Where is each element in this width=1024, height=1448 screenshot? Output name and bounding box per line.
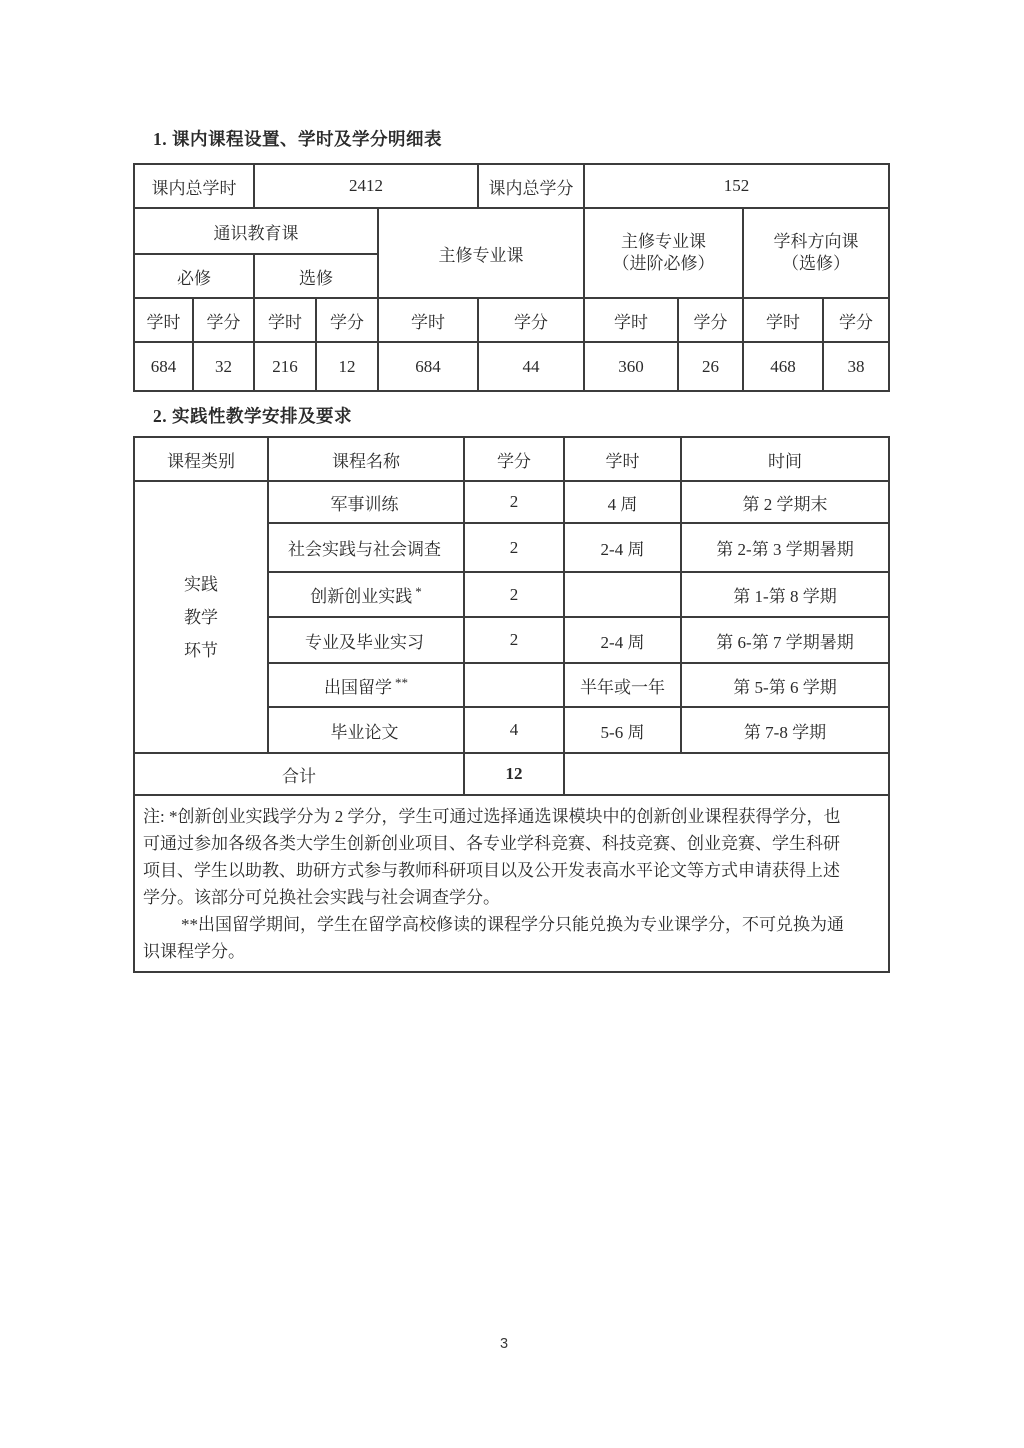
course-name-cell: [268, 707, 464, 753]
table-row: [134, 481, 889, 523]
hours-cell: 2-4 周: [564, 617, 681, 663]
credit-cell: 4: [464, 707, 564, 753]
practical-header-row: [134, 437, 889, 481]
course-name: 出国留学: [324, 677, 392, 697]
category-line: 教学: [184, 607, 218, 627]
footnote-marker: [441, 537, 444, 552]
footnote-marker: [424, 630, 427, 645]
time-cell: 第 7-8 学期: [681, 707, 889, 753]
header-cell: 学分: [678, 298, 743, 342]
credit-cell: 2: [464, 572, 564, 617]
major-course-group: 主修专业课: [378, 208, 584, 298]
header-cell: 学分: [478, 298, 584, 342]
total-credit-value: 12: [464, 753, 564, 795]
major-advanced-line2: （进阶必修）: [612, 254, 715, 273]
course-hours-credits-table: [133, 163, 890, 392]
course-name: 毕业论文: [330, 722, 399, 742]
value-cell: 684: [378, 342, 478, 391]
credit-cell: [464, 663, 564, 707]
summary-row: [134, 164, 889, 208]
course-name-cell: [268, 572, 464, 617]
values-row: [134, 342, 889, 391]
major-advanced-group: [584, 208, 743, 298]
time-cell: 第 5-第 6 学期: [681, 663, 889, 707]
footnote-marker: [399, 492, 402, 507]
general-education-group: 通识教育课: [134, 208, 378, 254]
direction-course-group: [743, 208, 889, 298]
column-header-row: [134, 298, 889, 342]
course-name-cell: [268, 617, 464, 663]
category-line: 实践: [184, 574, 218, 594]
header-cell: 学时: [743, 298, 823, 342]
value-cell: 216: [254, 342, 316, 391]
footnote-marker: *: [415, 584, 422, 599]
direction-line2: （选修）: [782, 254, 851, 273]
header-cell: 学时: [584, 298, 678, 342]
category-line: 环节: [184, 640, 218, 660]
notes-cell: [134, 795, 889, 972]
course-name-cell: [268, 523, 464, 572]
time-cell: 第 2-第 3 学期暑期: [681, 523, 889, 572]
note-line: 注: *创新创业实践学分为 2 学分，学生可通过选择通选课模块中的创新创业课程获得学分，也: [143, 807, 841, 826]
total-label: 合计: [134, 753, 464, 795]
course-name-cell: [268, 663, 464, 707]
header-cell: 课程类别: [134, 437, 268, 481]
value-cell: 468: [743, 342, 823, 391]
value-cell: 38: [823, 342, 889, 391]
note-line: 可通过参加各级各类大学生创新创业项目、各专业学科竞赛、科技竞赛、创业竞赛、学生科研: [143, 834, 840, 853]
total-credits-label: 课内总学分: [478, 164, 584, 208]
elective-subgroup: 选修: [254, 254, 378, 298]
value-cell: 12: [316, 342, 378, 391]
header-cell: 学时: [134, 298, 193, 342]
header-cell: 时间: [681, 437, 889, 481]
document-content: [133, 128, 890, 973]
header-cell: 学分: [193, 298, 254, 342]
section2-heading: 2. 实践性教学安排及要求: [153, 406, 352, 426]
page-number: 3: [499, 1336, 509, 1352]
credit-cell: 2: [464, 617, 564, 663]
time-cell: 第 6-第 7 学期暑期: [681, 617, 889, 663]
course-name: 创新创业实践: [310, 587, 413, 606]
section1-heading: 1. 课内课程设置、学时及学分明细表: [153, 129, 442, 149]
note-line: 项目、学生以助教、助研方式参与教师科研项目以及公开发表高水平论文等方式申请获得上述: [143, 861, 840, 880]
value-cell: 26: [678, 342, 743, 391]
required-subgroup: 必修: [134, 254, 254, 298]
header-cell: 学分: [464, 437, 564, 481]
value-cell: 684: [134, 342, 193, 391]
header-cell: 学分: [823, 298, 889, 342]
header-cell: 学时: [254, 298, 316, 342]
total-hours-label: 课内总学时: [134, 164, 254, 208]
total-credits-value: 152: [584, 164, 889, 208]
total-empty-cell: [564, 753, 889, 795]
note-line: 识课程学分。: [143, 942, 245, 961]
footnote-marker: **: [395, 674, 408, 690]
total-row: [134, 753, 889, 795]
hours-cell: 2-4 周: [564, 523, 681, 572]
direction-line1: 学科方向课: [773, 232, 859, 251]
credit-cell: 2: [464, 523, 564, 572]
category-cell: [134, 481, 268, 753]
hours-cell: [564, 572, 681, 617]
course-name: 专业及毕业实习: [305, 632, 424, 652]
footnote-marker: [399, 720, 402, 735]
course-name: 军事训练: [330, 494, 399, 514]
header-cell: 学时: [378, 298, 478, 342]
time-cell: 第 1-第 8 学期: [681, 572, 889, 617]
course-name-cell: [268, 481, 464, 523]
hours-cell: 4 周: [564, 481, 681, 523]
major-advanced-line1: 主修专业课: [621, 232, 707, 251]
hours-cell: 5-6 周: [564, 707, 681, 753]
course-name: 社会实践与社会调查: [288, 540, 441, 559]
value-cell: 360: [584, 342, 678, 391]
header-cell: 学分: [316, 298, 378, 342]
note-line: 学分。该部分可兑换社会实践与社会调查学分。: [143, 888, 500, 907]
hours-cell: 半年或一年: [564, 663, 681, 707]
credit-cell: 2: [464, 481, 564, 523]
group-row: [134, 208, 889, 254]
header-cell: 学时: [564, 437, 681, 481]
value-cell: 32: [193, 342, 254, 391]
note-line: **出国留学期间，学生在留学高校修读的课程学分只能兑换为专业课学分，不可兑换为通: [181, 915, 844, 934]
time-cell: 第 2 学期末: [681, 481, 889, 523]
practical-teaching-table: [133, 436, 890, 973]
value-cell: 44: [478, 342, 584, 391]
header-cell: 课程名称: [268, 437, 464, 481]
note-row: [134, 795, 889, 972]
total-hours-value: 2412: [254, 164, 478, 208]
